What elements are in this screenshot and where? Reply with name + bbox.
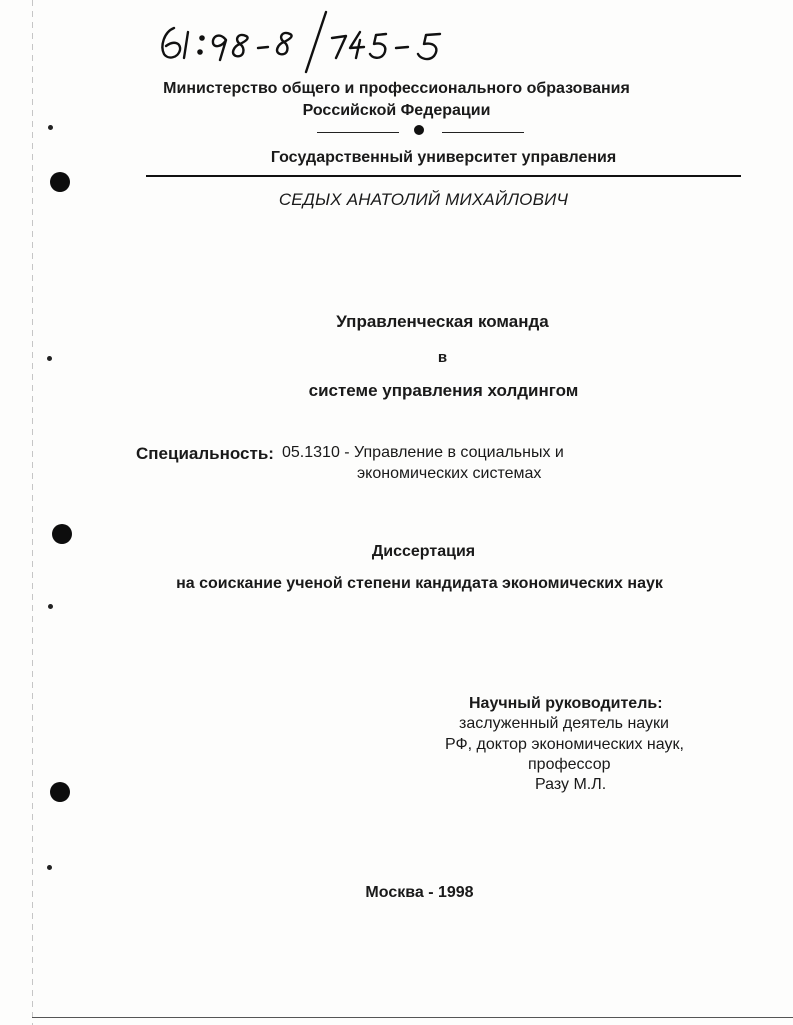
- punch-mark: [47, 865, 52, 870]
- city-year: Москва - 1998: [365, 884, 474, 901]
- scan-edge-line: [32, 0, 33, 1025]
- specialty-label: Специальность:: [136, 444, 274, 463]
- supervisor-line-2: РФ, доктор экономических наук,: [445, 736, 684, 753]
- punch-hole: [50, 782, 70, 802]
- title-line-3: системе управления холдингом: [308, 381, 579, 400]
- punch-hole: [52, 524, 72, 544]
- title-line-1: Управленческая команда: [336, 312, 549, 331]
- scan-bottom-line: [32, 1017, 793, 1018]
- university-underline: [146, 175, 741, 177]
- supervisor-label: Научный руководитель:: [469, 695, 663, 712]
- author-name: СЕДЫХ АНАТОЛИЙ МИХАЙЛОВИЧ: [278, 190, 569, 209]
- supervisor-line-1: заслуженный деятель науки: [459, 715, 669, 732]
- separator-dot: [414, 125, 424, 135]
- supervisor-line-3: профессор: [528, 756, 611, 773]
- specialty-code-line-2: экономических системах: [357, 465, 542, 482]
- title-line-2: в: [437, 349, 448, 366]
- ministry-line-1: Министерство общего и профессионального образования: [163, 80, 630, 97]
- punch-mark: [48, 125, 53, 130]
- punch-mark: [48, 604, 53, 609]
- separator-right: [442, 132, 524, 133]
- handwritten-archive-code: [150, 6, 470, 76]
- supervisor-name: Разу М.Л.: [535, 776, 607, 793]
- dissertation-label: Диссертация: [371, 543, 476, 560]
- separator-left: [317, 132, 399, 133]
- specialty-code-line-1: 05.1310 - Управление в социальных и: [282, 444, 564, 461]
- dissertation-degree: на соискание ученой степени кандидата экономических наук: [176, 575, 663, 592]
- punch-hole: [50, 172, 70, 192]
- ministry-line-2: Российской Федерации: [302, 102, 491, 119]
- university-name: Государственный университет управления: [270, 149, 617, 166]
